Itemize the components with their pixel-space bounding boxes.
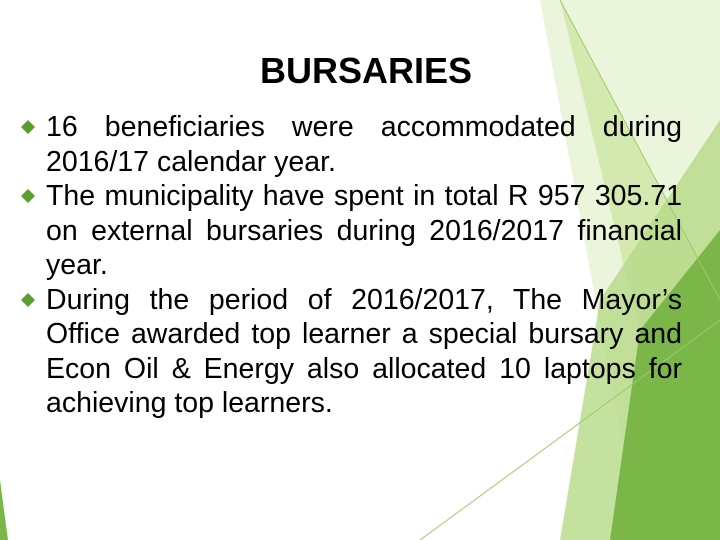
bullet-item-1	[20, 110, 682, 179]
diamond-bullet-icon	[20, 292, 36, 308]
left-accent-triangle	[0, 480, 8, 540]
bullet-item-2	[20, 179, 682, 283]
bullet-text: During the period of 2016/2017, The Mayor’s Office awarded top learner a special bursary and Econ Oil & Energy also allocated 10 laptops for achieving top learners.	[46, 283, 682, 419]
bullet-list	[20, 110, 682, 421]
diamond-bullet-icon	[20, 119, 36, 135]
bullet-text: The municipality have spent in total R 957 305.71 on external bursaries during 2016/2017 financial year.	[46, 180, 682, 281]
bullet-item-3	[20, 283, 682, 421]
diamond-bullet-icon	[20, 188, 36, 204]
bullet-text: 16 beneficiaries were accommodated during 2016/17 calendar year.	[46, 111, 682, 178]
slide-title: BURSARIES	[259, 50, 473, 91]
